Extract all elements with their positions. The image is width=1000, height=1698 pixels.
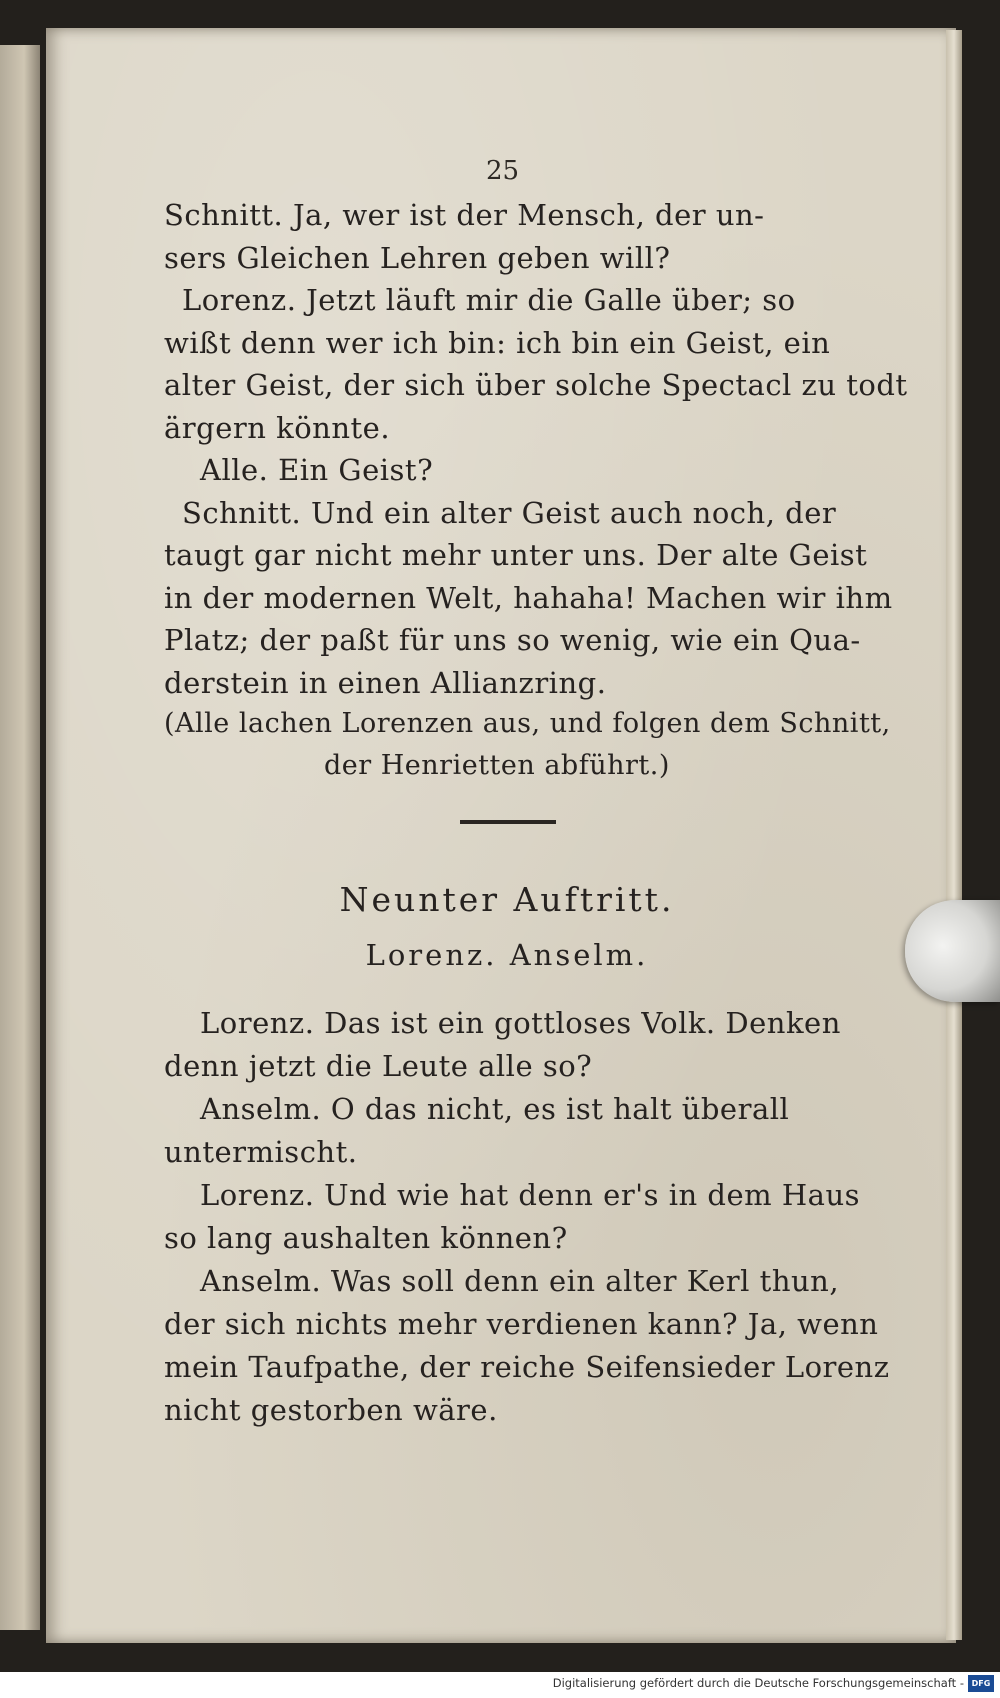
text-line: alter Geist, der sich über solche Spectacl zu todt [164, 368, 908, 402]
dfg-logo[interactable]: DFG [968, 1675, 994, 1692]
text-line: sers Gleichen Lehren geben will? [164, 241, 671, 275]
text-line: wißt denn wer ich bin: ich bin ein Geist, ein [164, 326, 831, 360]
stage-direction: der Henrietten abführt.) [324, 750, 670, 781]
scene-heading: Neunter Auftritt. [339, 880, 675, 919]
footer-credit: Digitalisierung gefördert durch die Deutsche Forschungsgemeinschaft - [552, 1676, 964, 1690]
text-line: untermischt. [164, 1135, 358, 1169]
text-line: Schnitt. Und ein alter Geist auch noch, der [182, 496, 837, 530]
text-line: so lang aushalten können? [164, 1221, 568, 1255]
text-line: Anselm. Was soll denn ein alter Kerl thun, [200, 1264, 840, 1298]
text-line: Lorenz. Und wie hat denn er's in dem Haus [200, 1178, 861, 1212]
text-line: denn jetzt die Leute alle so? [164, 1049, 593, 1083]
left-page-edge [0, 45, 40, 1630]
page-clip [905, 900, 1000, 1002]
text-line: Alle. Ein Geist? [200, 453, 434, 487]
text-line: Schnitt. Ja, wer ist der Mensch, der un- [164, 198, 765, 232]
footer-bar [0, 1672, 1000, 1698]
text-line: Lorenz. Jetzt läuft mir die Galle über; so [182, 283, 796, 317]
text-line: der sich nichts mehr verdienen kann? Ja, wenn [164, 1307, 879, 1341]
text-line: Anselm. O das nicht, es ist halt überall [200, 1092, 790, 1126]
text-line: nicht gestorben wäre. [164, 1393, 498, 1427]
right-page-edge [946, 30, 962, 1640]
text-line: mein Taufpathe, der reiche Seifensieder Lorenz [164, 1350, 890, 1384]
text-line: Lorenz. Das ist ein gottloses Volk. Denken [200, 1006, 841, 1040]
text-line: Platz; der paßt für uns so wenig, wie ein Qua- [164, 623, 861, 657]
text-line: in der modernen Welt, hahaha! Machen wir ihm [164, 581, 893, 615]
section-divider [460, 820, 556, 824]
book-page [46, 28, 956, 1643]
page-number: 25 [486, 156, 520, 186]
scene-characters: Lorenz. Anselm. [365, 938, 649, 972]
stage-direction: (Alle lachen Lorenzen aus, und folgen dem Schnitt, [164, 708, 891, 739]
text-line: taugt gar nicht mehr unter uns. Der alte Geist [164, 538, 868, 572]
text-line: derstein in einen Allianzring. [164, 666, 607, 700]
text-line: ärgern könnte. [164, 411, 391, 445]
